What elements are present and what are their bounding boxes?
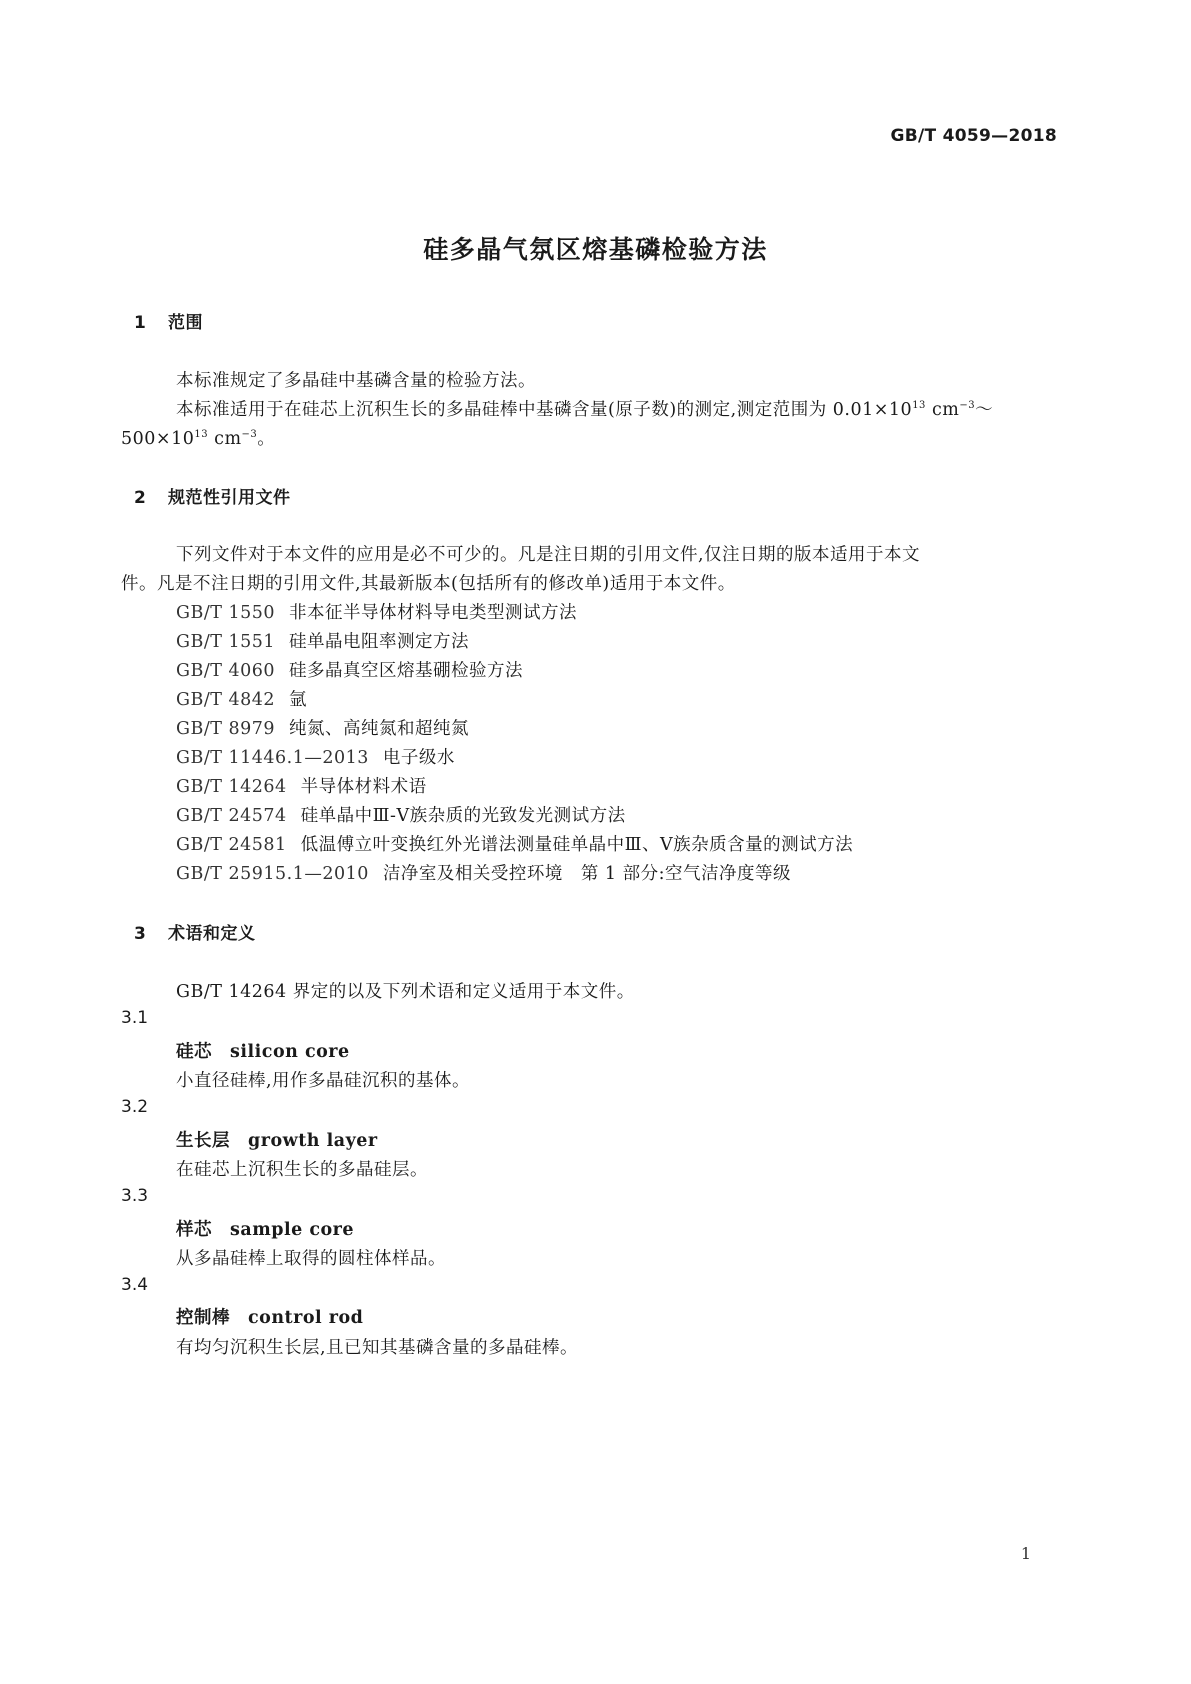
term-name bbox=[176, 1127, 378, 1152]
standard-code: GB/T 4059—2018 bbox=[890, 126, 1057, 146]
scope-paragraph-1: 本标准规定了多晶硅中基磷含量的检验方法。 bbox=[176, 371, 536, 391]
section-title: 范围 bbox=[168, 313, 203, 333]
term-definition: 有均匀沉积生长层,且已知其基磷含量的多晶硅棒。 bbox=[176, 1338, 579, 1358]
term-zh: 样芯 bbox=[176, 1220, 212, 1240]
references-intro-line-1: 下列文件对于本文件的应用是必不可少的。凡是注日期的引用文件,仅注日期的版本适用于本文 bbox=[176, 545, 921, 565]
term-definition: 从多晶硅棒上取得的圆柱体样品。 bbox=[176, 1249, 446, 1269]
superscript: −3 bbox=[959, 400, 976, 411]
superscript: −3 bbox=[241, 429, 258, 440]
reference-item bbox=[176, 773, 427, 798]
section-number: 3 bbox=[134, 924, 147, 944]
term-number: 3.4 bbox=[121, 1275, 149, 1295]
reference-title: 非本征半导体材料导电类型测试方法 bbox=[289, 603, 578, 623]
reference-title: 电子级水 bbox=[382, 748, 455, 768]
term-definition: 小直径硅棒,用作多晶硅沉积的基体。 bbox=[176, 1071, 471, 1091]
superscript: 13 bbox=[194, 429, 209, 440]
reference-code: GB/T 8979 bbox=[176, 719, 276, 739]
reference-title: 氩 bbox=[289, 690, 308, 710]
reference-item bbox=[176, 802, 626, 827]
scope-paragraph-2-line-2 bbox=[121, 425, 275, 450]
reference-item bbox=[176, 599, 577, 624]
reference-item bbox=[176, 831, 853, 856]
reference-code: GB/T 11446.1—2013 bbox=[176, 748, 369, 768]
term-number: 3.2 bbox=[121, 1097, 149, 1117]
text: 本标准适用于在硅芯上沉积生长的多晶硅棒中基磷含量(原子数)的测定,测定范围为 0.01×10 bbox=[176, 400, 913, 420]
reference-code: GB/T 14264 bbox=[176, 777, 287, 797]
term-definition: 在硅芯上沉积生长的多晶硅层。 bbox=[176, 1160, 428, 1180]
section-3-heading bbox=[134, 919, 256, 944]
text: ～ bbox=[975, 400, 994, 420]
section-title: 术语和定义 bbox=[168, 924, 256, 944]
document-title: 硅多晶气氛区熔基磷检验方法 bbox=[423, 235, 768, 264]
reference-code: GB/T 25915.1—2010 bbox=[176, 864, 369, 884]
reference-item bbox=[176, 715, 469, 740]
reference-code: GB/T 4060 bbox=[176, 661, 276, 681]
text: cm bbox=[208, 429, 242, 449]
reference-title: 硅单晶中Ⅲ-Ⅴ族杂质的光致发光测试方法 bbox=[300, 806, 626, 826]
reference-code: GB/T 4842 bbox=[176, 690, 276, 710]
section-1-heading bbox=[134, 308, 203, 333]
reference-item bbox=[176, 744, 455, 769]
section-2-heading bbox=[134, 483, 291, 508]
reference-item bbox=[176, 657, 523, 682]
term-en: growth layer bbox=[248, 1131, 378, 1151]
term-zh: 控制棒 bbox=[176, 1308, 230, 1328]
reference-code: GB/T 24574 bbox=[176, 806, 287, 826]
term-name bbox=[176, 1038, 350, 1063]
term-name bbox=[176, 1216, 354, 1241]
term-number: 3.1 bbox=[121, 1008, 149, 1028]
reference-title: 纯氮、高纯氮和超纯氮 bbox=[289, 719, 470, 739]
text: 500×10 bbox=[121, 429, 195, 449]
reference-item bbox=[176, 686, 307, 711]
term-en: silicon core bbox=[230, 1042, 350, 1062]
section-number: 2 bbox=[134, 488, 147, 508]
reference-title: 洁净室及相关受控环境 第 1 部分:空气洁净度等级 bbox=[382, 864, 792, 884]
section-number: 1 bbox=[134, 313, 147, 333]
text: 。 bbox=[257, 429, 276, 449]
term-zh: 生长层 bbox=[176, 1131, 230, 1151]
reference-title: 硅多晶真空区熔基硼检验方法 bbox=[289, 661, 524, 681]
superscript: 13 bbox=[912, 400, 926, 411]
term-number: 3.3 bbox=[121, 1186, 149, 1206]
text: cm bbox=[925, 400, 960, 420]
reference-code: GB/T 1551 bbox=[176, 632, 276, 652]
term-en: control rod bbox=[248, 1308, 364, 1328]
terms-intro: GB/T 14264 界定的以及下列术语和定义适用于本文件。 bbox=[176, 982, 635, 1002]
reference-code: GB/T 1550 bbox=[176, 603, 276, 623]
scope-paragraph-2-line-1 bbox=[176, 396, 993, 421]
term-en: sample core bbox=[230, 1220, 355, 1240]
reference-title: 低温傅立叶变换红外光谱法测量硅单晶中Ⅲ、Ⅴ族杂质含量的测试方法 bbox=[300, 835, 854, 855]
page-number: 1 bbox=[1020, 1544, 1031, 1563]
reference-title: 半导体材料术语 bbox=[300, 777, 427, 797]
reference-code: GB/T 24581 bbox=[176, 835, 287, 855]
reference-title: 硅单晶电阻率测定方法 bbox=[289, 632, 470, 652]
reference-item bbox=[176, 860, 791, 885]
section-title: 规范性引用文件 bbox=[168, 488, 291, 508]
term-name bbox=[176, 1304, 363, 1329]
references-intro-line-2: 件。凡是不注日期的引用文件,其最新版本(包括所有的修改单)适用于本文件。 bbox=[121, 574, 736, 594]
reference-item bbox=[176, 628, 469, 653]
term-zh: 硅芯 bbox=[176, 1042, 212, 1062]
